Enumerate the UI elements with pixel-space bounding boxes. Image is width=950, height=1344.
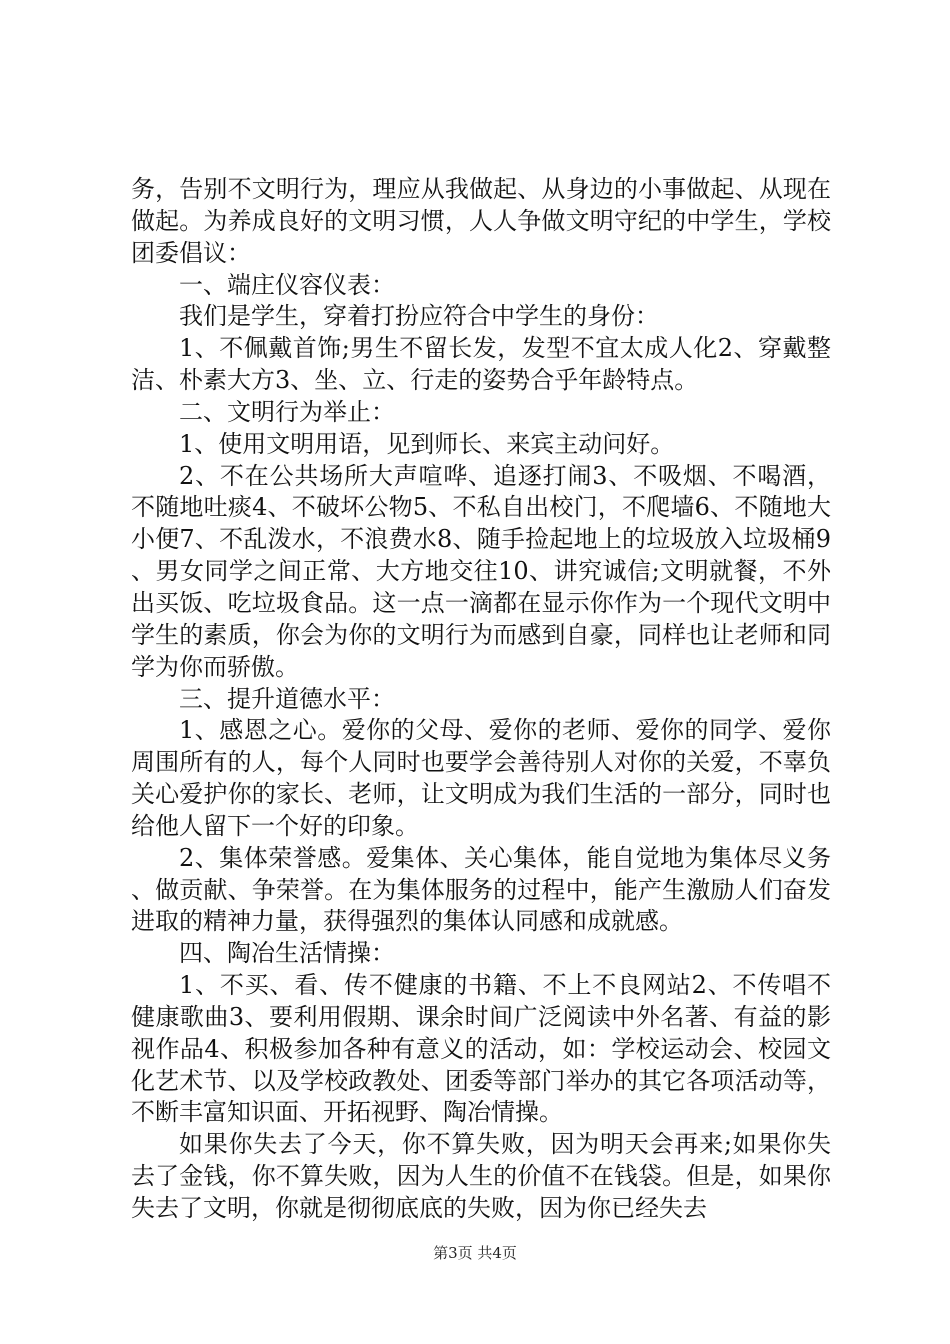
paragraph-intro-continued: 务，告别不文明行为，理应从我做起、从身边的小事做起、从现在做起。为养成良好的文明习惯，人人争做文明守纪的中学生，学校团委倡议： [131,175,831,267]
paragraph-dress: 我们是学生，穿着打扮应符合中学生的身份： [179,302,659,331]
paragraph-sentiment-rules: 1、不买、看、传不健康的书籍、不上不良网站2、不传唱不健康歌曲3、要利用假期、课余时间广泛阅读中外名著、有益的影视作品4、积极参加各种有意义的活动，如：学校运动会、校园文化艺术节、以及学校政教处、团委等部门举办的其它各项活动等，不断丰富知识面、开拓视野、陶冶情操。 [131,971,831,1127]
section-heading-sentiment: 四、陶冶生活情操： [179,939,395,968]
section-heading-appearance: 一、端庄仪容仪表： [179,270,395,299]
paragraph-behavior-rules: 2、不在公共场所大声喧哗、追逐打闹3、不吸烟、不喝酒，不随地吐痰4、不破坏公物5、不私自出校门，不爬墙6、不随地大小便7、不乱泼水，不浪费水8、随手捡起地上的垃圾放入垃圾桶9、男女同学之间正常、大方地交往10、讲究诚信;文明就餐，不外出买饭、吃垃圾食品。这一点一滴都在显示你作为一个现代文明中学生的素质，你会为你的文明行为而感到自豪，同样也让老师和同学为你而骄傲。 [131,461,831,681]
paragraph-dress-rules: 1、不佩戴首饰;男生不留长发，发型不宜太成人化2、穿戴整洁、朴素大方3、坐、立、行走的姿势合乎年龄特点。 [131,334,831,395]
paragraph-polite-language: 1、使用文明用语，见到师长、来宾主动问好。 [179,429,675,458]
page-number-footer: 第3页 共4页 [433,1244,517,1262]
paragraph-closing: 如果你失去了今天，你不算失败，因为明天会再来;如果你失去了金钱，你不算失败，因为人生的价值不在钱袋。但是，如果你失去了文明，你就是彻彻底底的失败，因为你已经失去 [131,1130,831,1222]
section-heading-morality: 三、提升道德水平： [179,684,395,713]
paragraph-gratitude: 1、感恩之心。爱你的父母、爱你的老师、爱你的同学、爱你周围所有的人，每个人同时也要学会善待别人对你的关爱，不辜负关心爱护你的家长、老师，让文明成为我们生活的一部分，同时也给他人留下一个好的印象。 [131,716,831,840]
body-text [131,174,831,1225]
section-heading-behavior: 二、文明行为举止： [179,397,395,426]
paragraph-collective-honor: 2、集体荣誉感。爱集体、关心集体，能自觉地为集体尽义务、做贡献、争荣誉。在为集体服务的过程中，能产生激励人们奋发进取的精神力量，获得强烈的集体认同感和成就感。 [131,843,831,936]
